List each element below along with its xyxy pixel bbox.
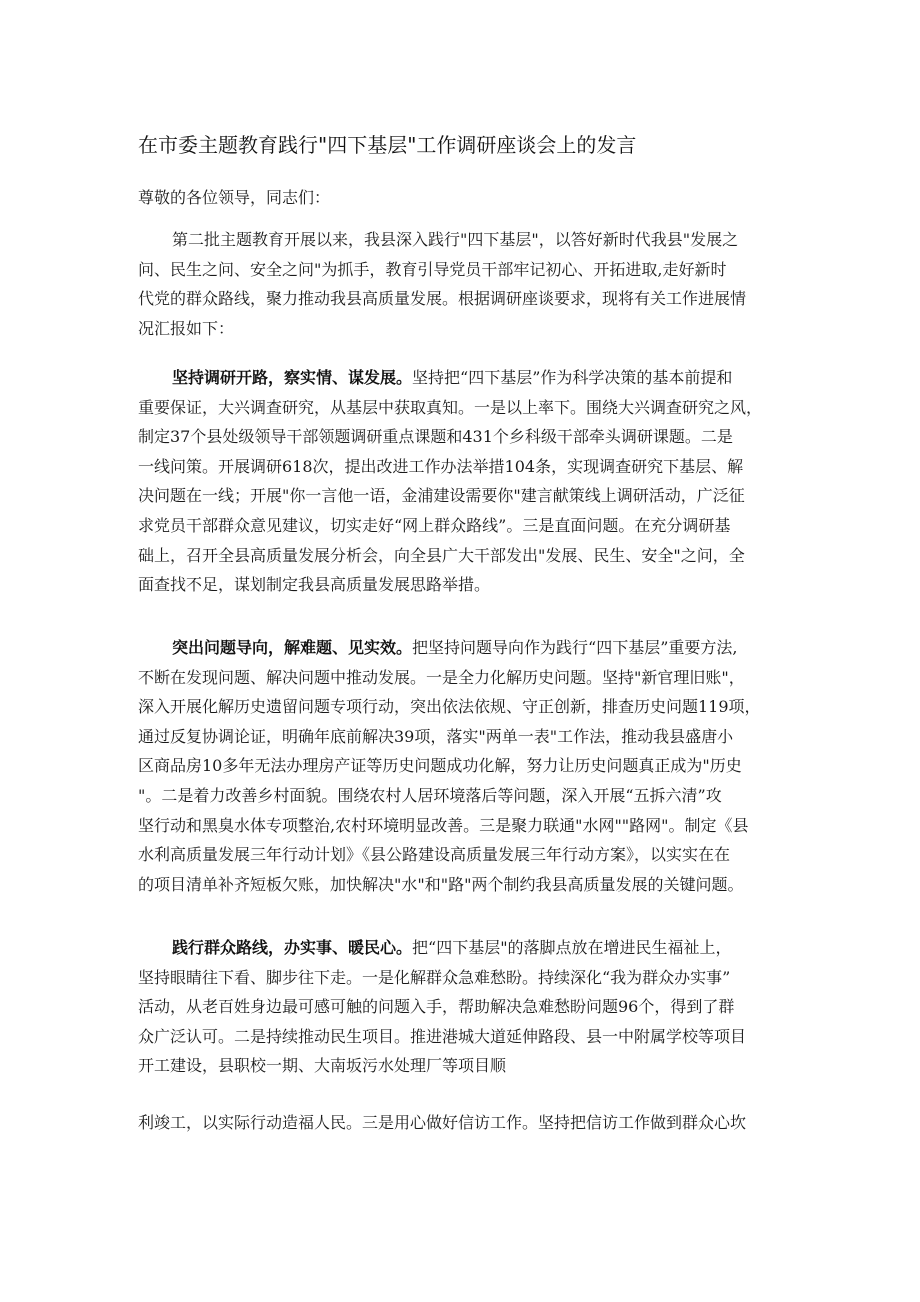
paragraph-continuation — [138, 1108, 786, 1138]
paragraph-line: 重要保证，大兴调查研究，从基层中获取真知。一是以上率下。围绕大兴调查研究之风， — [138, 397, 763, 417]
paragraph-line: 决问题在一线；开展"你一言他一语，金浦建设需要你"建言献策线上调研活动，广泛征 — [138, 486, 745, 506]
paragraph-line: 水利高质量发展三年行动计划》《县公路建设高质量发展三年行动方案》，以实实在在 — [138, 845, 731, 865]
paragraph-line: 坚持眼睛往下看、脚步往下走。一是化解群众急难愁盼。持续深化“我为群众办实事” — [138, 967, 731, 987]
paragraph-lead-heading: 坚持调研开路，察实情、谋发展。 — [172, 368, 413, 387]
paragraph-line-text: 把“四下基层"的落脚点放在增进民生福祉上， — [412, 938, 732, 957]
paragraph-line: 求党员干部群众意见建议，切实走好“网上群众路线”。三是直面问题。在充分调研基 — [138, 515, 731, 535]
paragraph-intro — [138, 225, 786, 343]
paragraph-line: 活动，从老百姓身边最可感可触的问题入手，帮助解决急难愁盼问题96个，得到了群 — [138, 997, 735, 1017]
paragraph-first-line — [138, 933, 786, 963]
paragraph-line: 第二批主题教育开展以来，我县深入践行"四下基层"，以答好新时代我县"发展之 — [172, 230, 739, 249]
paragraph-problems — [138, 633, 786, 899]
paragraph-line: 不断在发现问题、解决问题中推动发展。一是全力化解历史问题。坚持"新官理旧账"， — [138, 667, 745, 687]
paragraph-line-text: 坚持把“四下基层”作为科学决策的基本前提和 — [412, 368, 733, 387]
paragraph-line: "。二是着力改善乡村面貌。围绕农村人居环境落后等问题，深入开展“五拆六清”攻 — [138, 785, 722, 805]
paragraph-line: 坚行动和黑臭水体专项整治,农村环境明显改善。三是聚力联通"水网""路网"。制定《县 — [138, 815, 749, 835]
paragraph-line: 区商品房10多年无法办理房产证等历史问题成功化解，努力让历史问题真正成为"历史 — [138, 756, 742, 776]
paragraph-mass-line — [138, 933, 786, 1081]
paragraph-line: 的项目清单补齐短板欠账，加快解决"水"和"路"两个制约我县高质量发展的关键问题。 — [138, 874, 744, 894]
paragraph-line: 础上，召开全县高质量发展分析会，向全县广大干部发出"发展、民生、安全"之问，全 — [138, 545, 745, 565]
paragraph-line: 面查找不足，谋划制定我县高质量发展思路举措。 — [138, 575, 491, 595]
paragraph-line: 通过反复协调论证，明确年底前解决39项，落实"两单一表"工作法，推动我县盛唐小 — [138, 726, 734, 746]
paragraph-line: 开工建设，县职校一期、大南坂污水处理厂等项目顺 — [138, 1056, 507, 1076]
paragraph-line: 深入开展化解历史遗留问题专项行动，突出依法依规、守正创新，排查历史问题119项， — [138, 697, 761, 717]
salutation: 尊敬的各位领导，同志们： — [138, 188, 331, 207]
paragraph-lead-heading: 践行群众路线，办实事、暖民心。 — [172, 938, 413, 957]
paragraph-line: 况汇报如下： — [138, 318, 235, 338]
paragraph-first-line — [138, 633, 786, 663]
paragraph-line: 一线问策。开展调研618次，提出改进工作办法举措104条，实现调查研究下基层、解 — [138, 456, 744, 476]
paragraph-line: 问、民生之问、安全之问"为抓手，教育引导党员干部牢记初心、开拓进取,走好新时 — [138, 259, 727, 279]
paragraph-line: 代党的群众路线，聚力推动我县高质量发展。根据调研座谈要求，现将有关工作进展情 — [138, 289, 747, 309]
paragraph-first-line — [138, 363, 786, 393]
paragraph-lead-heading: 突出问题导向，解难题、见实效。 — [172, 638, 413, 657]
document-title: 在市委主题教育践行"四下基层"工作调研座谈会上的发言 — [138, 133, 637, 157]
paragraph-line: 众广泛认可。二是持续推动民生项目。推进港城大道延伸路段、县一中附属学校等项目 — [138, 1026, 747, 1046]
paragraph-line-text: 把坚持问题导向作为践行“四下基层”重要方法, — [412, 638, 738, 657]
paragraph-line: 利竣工，以实际行动造福人民。三是用心做好信访工作。坚持把信访工作做到群众心坎 — [138, 1113, 747, 1132]
paragraph-line: 制定37个县处级领导干部领题调研重点课题和431个乡科级干部牵头调研课题。二是 — [138, 427, 733, 447]
paragraph-research — [138, 363, 786, 600]
